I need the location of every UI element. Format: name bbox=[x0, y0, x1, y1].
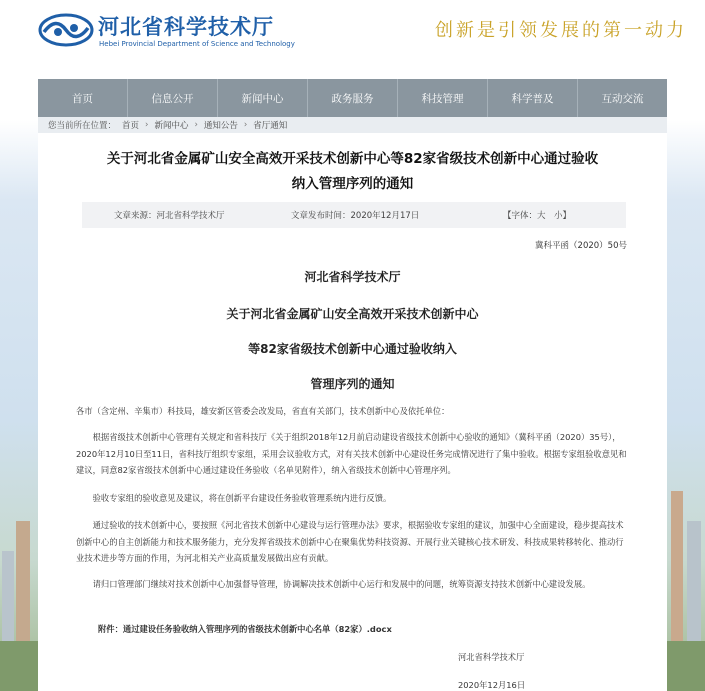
breadcrumb-news-center[interactable]: 新闻中心 bbox=[154, 121, 189, 131]
article-meta-bar bbox=[82, 202, 626, 228]
paragraph-1: 根据省级技术创新中心管理有关规定和省科技厅《关于组织2018年12月前启动建设省级技术创新中心验收的通知》（冀科平函（2020）35号），2020年12月10日至11日，省科技厅组织专家组，采用会议验收方式，对有关技术创新中心建设任务完成情况进行了集中验收。根据专家组验收意见和建议，同意82家省级技术创新中心通过建设任务验收（名单见附件），纳入省级技术创新中心管理序列。 bbox=[76, 432, 627, 475]
nav-item-science-popularization[interactable]: 科学普及 bbox=[488, 79, 578, 117]
heading-line3: 管理序列的通知 bbox=[310, 377, 395, 391]
breadcrumb-dept-notices[interactable]: 省厅通知 bbox=[253, 121, 288, 131]
paragraph-3: 通过验收的技术创新中心，要按照《河北省技术创新中心建设与运行管理办法》要求，根据验收专家组的建议，加强中心全面建设，稳步提高技术创新中心的自主创新能力和技术服务能力，充分发挥省级技术创新中心在聚集优势科技资源、开展行业关键核心技术研发、科技成果转移转化、推动行业技术进步等方面的作用，为河北相关产业高质量发展做出应有贡献。 bbox=[76, 520, 624, 563]
article-source: 文章来源：河北省科学技术厅 bbox=[114, 211, 225, 221]
article-title-line2: 纳入管理序列的通知 bbox=[291, 176, 414, 192]
department-logo-icon[interactable] bbox=[38, 12, 94, 48]
city-background-left bbox=[0, 441, 38, 691]
site-header bbox=[0, 0, 705, 75]
font-size-toggle[interactable]: 【字体：大 小】 bbox=[503, 211, 572, 221]
article-title bbox=[58, 147, 647, 197]
heading-line2: 等82家省级技术创新中心通过验收纳入 bbox=[248, 342, 457, 356]
heading-issuer: 河北省科学技术厅 bbox=[304, 270, 401, 284]
article-date: 文章发布时间：2020年12月17日 bbox=[291, 211, 420, 221]
nav-item-news-center[interactable]: 新闻中心 bbox=[218, 79, 308, 117]
breadcrumb-separator: › bbox=[243, 120, 248, 130]
breadcrumb-separator: › bbox=[145, 120, 149, 130]
article-title-line1: 关于河北省金属矿山安全高效开采技术创新中心等82家省级技术创新中心通过验收 bbox=[106, 151, 599, 167]
breadcrumb-prefix: 您当前所在位置： bbox=[48, 121, 117, 131]
breadcrumb-separator: › bbox=[194, 120, 198, 130]
salutation: 各市（含定州、辛集市）科技局，雄安新区管委会改发局，省直有关部门，技术创新中心及依托单位： bbox=[76, 406, 450, 416]
site-subtitle: Hebei Provincial Department of Science and Technology bbox=[99, 40, 295, 48]
nav-item-info-disclosure[interactable]: 信息公开 bbox=[128, 79, 218, 117]
breadcrumb-home[interactable]: 首页 bbox=[122, 121, 140, 131]
signature-date: 2020年12月16日 bbox=[458, 680, 526, 690]
paragraph-4: 请归口管理部门继续对技术创新中心加强督导管理，协调解决技术创新中心运行和发展中的问题，统筹资源支持技术创新中心建设发展。 bbox=[92, 579, 591, 589]
signature: 河北省科学技术厅 bbox=[458, 652, 525, 662]
article-panel bbox=[38, 133, 667, 691]
attachment-link[interactable] bbox=[98, 623, 392, 635]
nav-item-tech-management[interactable]: 科技管理 bbox=[398, 79, 488, 117]
nav-item-interaction[interactable]: 互动交流 bbox=[601, 92, 644, 105]
paragraph-2: 验收专家组的验收意见及建议，将在创新平台建设任务验收管理系统内进行反馈。 bbox=[92, 493, 392, 503]
document-number: 冀科平函（2020）50号 bbox=[535, 241, 627, 251]
nav-item-gov-services[interactable]: 政务服务 bbox=[308, 79, 398, 117]
nav-item-home[interactable]: 首页 bbox=[38, 79, 128, 117]
slogan: 创新是引领发展的第一动力 bbox=[435, 20, 687, 41]
attachment-label: 附件： bbox=[98, 624, 123, 634]
site-title[interactable]: 河北省科学技术厅 bbox=[98, 15, 274, 39]
main-nav bbox=[38, 79, 667, 117]
attachment-filename[interactable]: 通过建设任务验收纳入管理序列的省级技术创新中心名单（82家）.docx bbox=[122, 624, 392, 634]
breadcrumb-notices[interactable]: 通知公告 bbox=[203, 121, 238, 131]
breadcrumb bbox=[38, 117, 667, 133]
city-background-right bbox=[667, 431, 705, 691]
heading-line1: 关于河北省金属矿山安全高效开采技术创新中心 bbox=[226, 307, 479, 321]
